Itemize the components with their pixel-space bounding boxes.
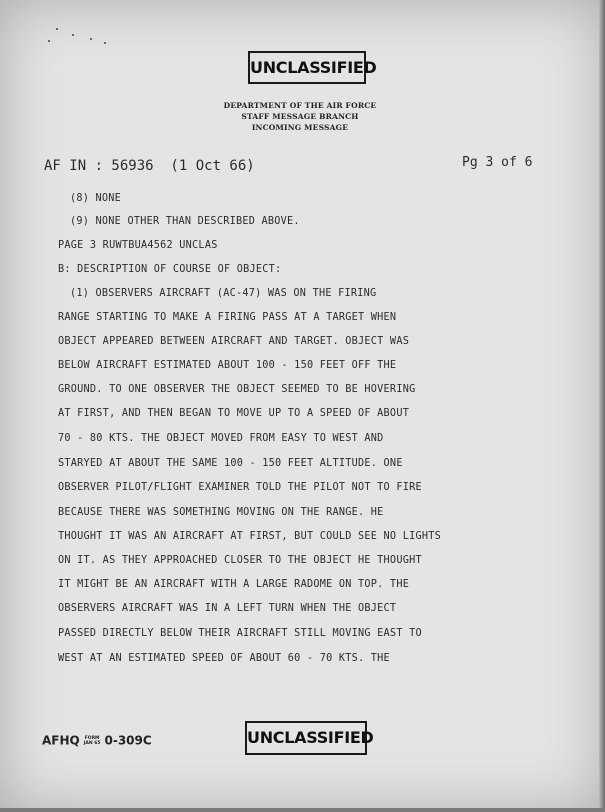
af-in-reference: AF IN : 56936 (1 Oct 66) — [44, 158, 255, 174]
body-line: PAGE 3 RUWTBUA4562 UNCLAS — [58, 240, 218, 251]
body-line: WEST AT AN ESTIMATED SPEED OF ABOUT 60 - 70 KTS. THE — [58, 653, 390, 664]
page-bottom-edge — [0, 808, 605, 812]
form-prefix: AFHQ — [42, 733, 80, 748]
scan-speck — [90, 38, 92, 40]
body-line: OBJECT APPEARED BETWEEN AIRCRAFT AND TARGET. OBJECT WAS — [58, 336, 410, 347]
body-line: RANGE STARTING TO MAKE A FIRING PASS AT A TARGET WHEN — [58, 312, 397, 323]
classification-stamp-top: UNCLASSIFIED — [248, 51, 366, 84]
scan-speck — [56, 28, 58, 30]
form-number: 0-309C — [104, 733, 152, 748]
scan-speck — [48, 40, 50, 42]
page-edge-shadow — [599, 0, 605, 812]
classification-stamp-bottom: UNCLASSIFIED — [245, 721, 367, 755]
form-small-top: FORM — [84, 735, 100, 741]
body-line: PASSED DIRECTLY BELOW THEIR AIRCRAFT STILL MOVING EAST TO — [58, 628, 422, 639]
body-line: B: DESCRIPTION OF COURSE OF OBJECT: — [58, 264, 282, 275]
body-line: AT FIRST, AND THEN BEGAN TO MOVE UP TO A SPEED OF ABOUT — [58, 408, 410, 419]
page-number: Pg 3 of 6 — [462, 155, 533, 170]
body-line: 70 - 80 KTS. THE OBJECT MOVED FROM EASY TO WEST AND — [58, 433, 384, 444]
body-line: STARYED AT ABOUT THE SAME 100 - 150 FEET ALTITUDE. ONE — [58, 458, 403, 469]
message-type: INCOMING MESSAGE — [251, 123, 349, 132]
department-name: DEPARTMENT OF THE AIR FORCE — [223, 101, 377, 110]
body-line: ON IT. AS THEY APPROACHED CLOSER TO THE OBJECT HE THOUGHT — [58, 555, 422, 566]
body-line: THOUGHT IT WAS AN AIRCRAFT AT FIRST, BUT COULD SEE NO LIGHTS — [58, 531, 442, 542]
body-line: BECAUSE THERE WAS SOMETHING MOVING ON THE RANGE. HE — [58, 507, 384, 518]
body-line: (9) NONE OTHER THAN DESCRIBED ABOVE. — [70, 216, 300, 227]
form-small-label — [84, 736, 101, 746]
department-header — [200, 100, 400, 133]
scan-speck — [104, 42, 106, 44]
form-number-block — [42, 730, 152, 749]
body-line: (1) OBSERVERS AIRCRAFT (AC-47) WAS ON THE FIRING — [70, 288, 377, 299]
body-line: BELOW AIRCRAFT ESTIMATED ABOUT 100 - 150 FEET OFF THE — [58, 360, 397, 371]
scan-speck — [72, 34, 74, 36]
body-line: (8) NONE — [70, 193, 122, 204]
body-line: IT MIGHT BE AN AIRCRAFT WITH A LARGE RADOME ON TOP. THE — [58, 579, 410, 590]
body-line: OBSERVERS AIRCRAFT WAS IN A LEFT TURN WHEN THE OBJECT — [58, 603, 397, 614]
branch-name: STAFF MESSAGE BRANCH — [241, 112, 359, 121]
body-line: GROUND. TO ONE OBSERVER THE OBJECT SEEMED TO BE HOVERING — [58, 384, 416, 395]
form-small-bottom: JAN 65 — [83, 740, 101, 746]
body-line: OBSERVER PILOT/FLIGHT EXAMINER TOLD THE PILOT NOT TO FIRE — [58, 482, 422, 493]
